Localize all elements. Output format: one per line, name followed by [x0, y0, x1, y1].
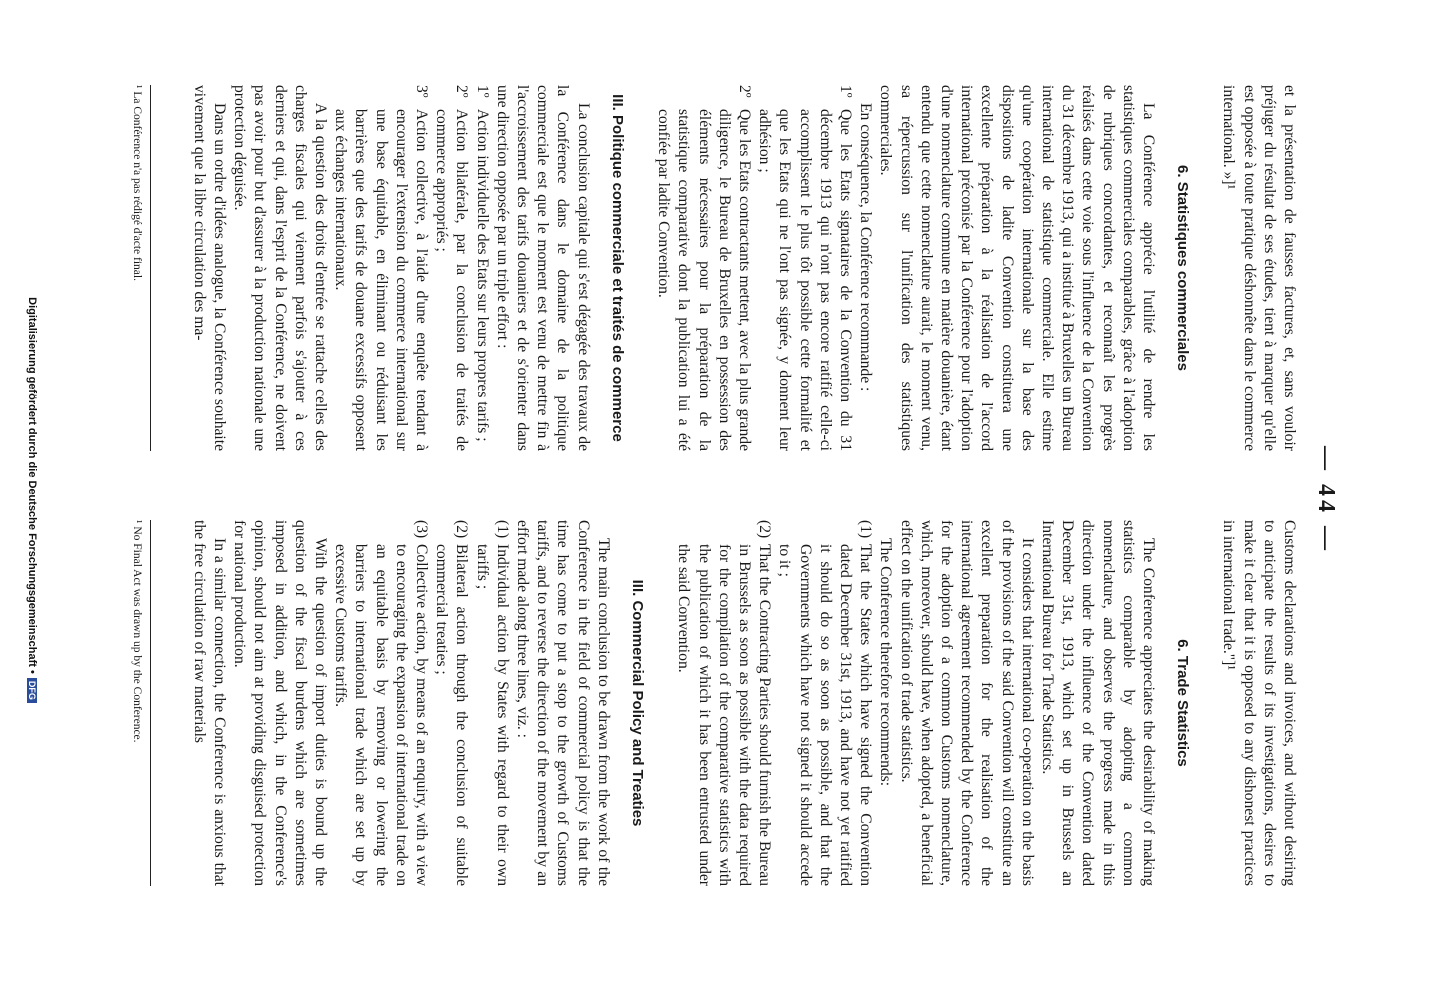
fr-section3-item-1-number: 1º — [473, 85, 491, 98]
en-section3-item-2-number: (2) — [453, 520, 471, 539]
en-section3-item-3-number: (3) — [413, 520, 431, 539]
en-section3-heading: III. Commercial Policy and Treaties — [629, 579, 647, 827]
en-section6-paragraph-3: The Conference therefore recommends: — [877, 538, 895, 787]
en-section3-item-1 — [471, 520, 511, 886]
fr-section3-item-2-text: Action bilatérale, par la conclusion de traités de commerce appropriés ; — [433, 109, 471, 451]
fr-section6-item-1 — [754, 85, 855, 451]
en-section6-item-2 — [673, 520, 774, 886]
en-footnote: ¹ No Final Act was drawn up by the Conference. — [131, 520, 143, 743]
en-section6-item-1 — [774, 520, 875, 886]
fr-footnote-divider — [150, 85, 151, 451]
en-section3-paragraph-2: With the question of import duties is bound up the question of the fiscal burdens which are sometimes imposed in addition, and which, in the Conference's opinion, should not aim at providing disguised protection for national production. — [231, 520, 330, 886]
fr-section6-item-2-text: Que les Etats contractants mettent, avec la plus grande diligence, le Bureau de Bruxelles en possession des éléments nécessaires pour la préparation de la statistique comparative dont la publication lui a été confiée par ladite Convention. — [655, 109, 753, 451]
en-section6-item-1-number: (1) — [857, 520, 875, 539]
fr-section3-paragraph-1: La conclusion capitale qui s'est dégagée des travaux de la Conférence dans le domaine de la politique commerciale est que le moment est venu de mettre fin à l'accroissement des tarifs douaniers et de s'orienter dans une direction opposée par un triple effort : — [493, 85, 592, 451]
en-section6-paragraph-2: It considers that international co-operation on the basis of the provisions of the said Convention will constitute an excellent preparation for the realisation of the international agreement recommended by the Conference for the adoption of a common Customs nomenclature, which, moreover, should have, when adopted, a beneficial effect on the unification of trade statistics. — [897, 520, 1036, 886]
fr-section3-item-2 — [431, 85, 471, 451]
en-section3-item-1-text: Individual action by States with regard to their own tariffs ; — [473, 544, 511, 886]
fr-section3-item-3-text: Action collective, à l'aide d'une enquête tendant à encourager l'extension du commerce international sur une base équitable, en éliminant ou réduisant les barrières que des tarifs de douane excessifs opposent aux échanges internationaux. — [332, 109, 431, 451]
en-section3-item-3-text: Collective action, by means of an enquiry, with a view to encouraging the expansion of international trade on an equitable basis by removing or lowering the barriers to international trade which are set up by excessive Customs tariffs. — [332, 544, 431, 886]
english-column — [189, 520, 1299, 886]
fr-section3-paragraph-2: A la question des droits d'entrée se rattache celles des charges fiscales qui viennent parfois s'ajouter à ces derniers et qui, dans l'esprit de la Conférence, ne doivent pas avoir pour but d'assurer à la production nationale une protection déguisée. — [231, 85, 330, 451]
fr-section3-paragraph-3: Dans un ordre d'idées analogue, la Conférence souhaite vivement que la libre circulation des ma- — [190, 85, 229, 451]
fr-section6-item-1-number: 1º — [836, 85, 854, 98]
fr-section3-item-3-number: 3º — [413, 85, 431, 98]
digitization-credit — [26, 0, 38, 1000]
en-section3-item-2 — [431, 520, 471, 886]
en-section3-paragraph-3: In a similar connection, the Conference is anxious that the free circulation of raw materials — [190, 520, 229, 886]
fr-section3-item-3 — [330, 85, 431, 451]
credit-text: Digitalisierung gefördert durch die Deutsche Forschungsgemeinschaft • — [26, 297, 38, 674]
fr-section3-item-1-text: Action individuelle des Etats sur leurs propres tarifs ; — [473, 109, 491, 442]
french-column — [189, 85, 1299, 451]
fr-section6-item-1-text: Que les Etats signataires de la Convention du 31 décembre 1913 qui n'ont pas encore ratifié celle-ci accomplissent le plus tôt possible cette formalité et que les Etats qui ne l'ont pas signée, y donnent leur adhésion ; — [756, 109, 854, 451]
en-section6-paragraph-1: The Conference appreciates the desirability of making statistics comparable by adopting a common nomenclature, and observes the progress made in this direction under the influence of the Convention dated December 31st, 1913, which set up in Brussels an International Bureau for Trade Statistics. — [1038, 520, 1157, 886]
en-section3-item-3 — [330, 520, 431, 886]
fr-footnote: ¹ La Conférence n'a pas rédigé d'acte final. — [131, 85, 143, 281]
en-section6-item-2-number: (2) — [756, 520, 774, 539]
fr-section6-paragraph-2: En conséquence, la Conférence recommande : — [857, 103, 875, 392]
en-section6-heading: 6. Trade Statistics — [1174, 639, 1192, 767]
page-number: — 44 — — [1313, 446, 1339, 554]
en-section6-item-2-text: That the Contracting Parties should furnish the Bureau in Brussels as soon as possible with the data required for the compilation of the comparative statistics with the publication of which it has been entrusted under the said Convention. — [675, 544, 774, 886]
dfg-badge: DFG — [27, 678, 37, 703]
en-section3-paragraph-1: The main conclusion to be drawn from the work of the Conference in the field of commercial policy is that the time has come to put a stop to the growth of Customs tariffs, and to reverse the direction of the movement by an effort made along three lines, viz. : — [514, 520, 612, 886]
fr-section6-item-2-number: 2º — [735, 85, 753, 98]
en-section3-item-1-number: (1) — [493, 520, 511, 539]
en-intro-paragraph: Customs declarations and invoices, and without desiring to anticipate the results of its investigations, desires to make it clear that it is opposed to any dishonest practices in international trade."]¹ — [1220, 520, 1298, 886]
fr-intro-paragraph: et la présentation de fausses factures, et, sans vouloir préjuger du résultat de ses études, tient à marquer qu'elle est opposée à toute pratique déshonnête dans le commerce international. »]¹ — [1220, 85, 1298, 451]
fr-section6-item-2 — [653, 85, 754, 451]
en-footnote-divider — [150, 520, 151, 886]
en-section3-item-2-text: Bilateral action through the conclusion of suitable commercial treaties ; — [433, 544, 471, 886]
fr-section6-heading: 6. Statistiques commerciales — [1174, 165, 1192, 371]
en-section6-item-1-text: That the States which have signed the Convention dated December 31st, 1913, and have not yet ratified it should do so as soon as possible, and that the Governments which have not signed it should accede to it ; — [776, 544, 875, 886]
fr-section6-paragraph-1: La Conférence apprécie l'utilité de rendre les statistiques commerciales comparables, grâce à l'adoption de rubriques concordantes, et reconnaît les progrès réalisés dans cette voie sous l'influence de la Convention du 31 décembre 1913, qui a institué à Bruxelles un Bureau international de statistique commerciale. Elle estime qu'une coopération internationale sur la base des dispositions de ladite Convention constituera une excellente préparation à la réalisation de l'accord international préconisé par la Conférence pour l'adoption d'une nomenclature commune en matière douanière, étant entendu que cette nomenclature aurait, le moment venu, sa répercussion sur l'unification des statistiques commerciales. — [877, 85, 1157, 451]
fr-section3-item-2-number: 2º — [453, 85, 471, 98]
fr-section3-item-1 — [471, 85, 491, 451]
fr-section3-heading: III. Politique commerciale et traités de commerce — [608, 94, 626, 442]
